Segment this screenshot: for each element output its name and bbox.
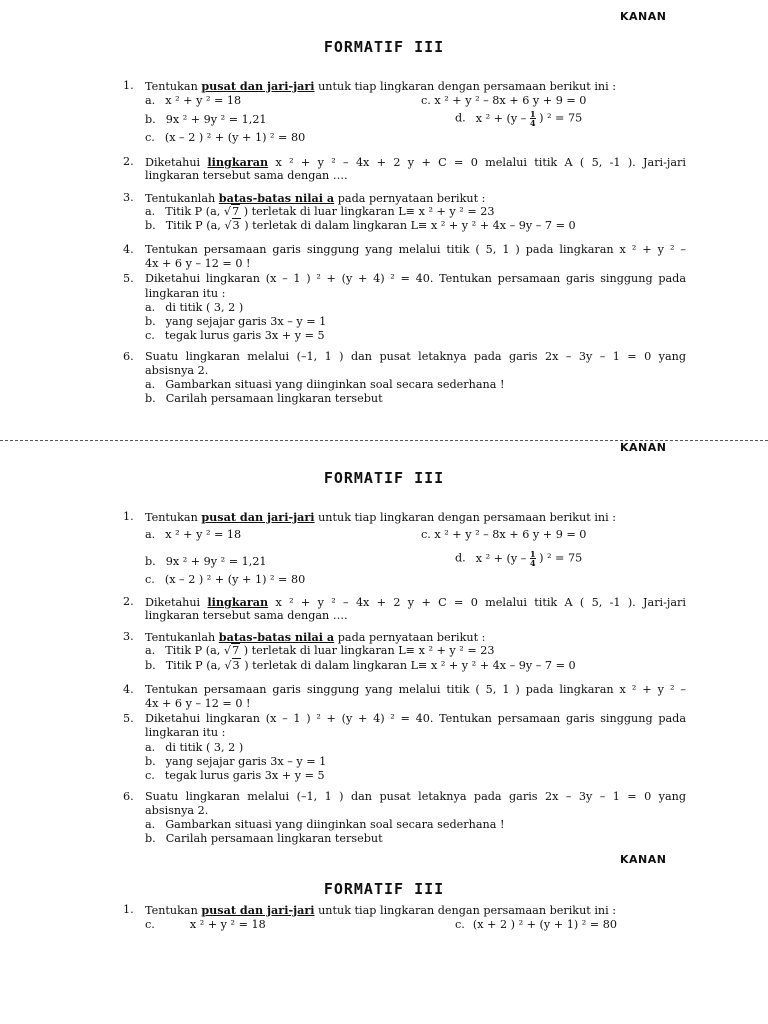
option-text: yang sejajar garis 3x – y = 1 <box>165 755 327 768</box>
option-d <box>455 110 582 127</box>
question-text <box>145 903 616 918</box>
fraction <box>530 110 536 127</box>
radicand: 7 <box>232 644 240 657</box>
option-text: x ² + y ² – 8x + 6 y + 9 = 0 <box>434 528 587 541</box>
option-text: tegak lurus garis 3x + y = 5 <box>164 769 325 782</box>
option-text: ) terletak di luar lingkaran L≡ x ² + y ² = 23 <box>243 205 495 218</box>
option-text: Gambarkan situasi yang diinginkan soal secara sederhana ! <box>165 378 505 391</box>
option-a <box>145 918 266 932</box>
option-text: Titik P (a, <box>165 205 221 218</box>
radicand: 3 <box>232 659 240 672</box>
option-text: 9x ² + 9y ² = 1,21 <box>165 113 267 126</box>
fraction-denominator: 4 <box>529 558 536 568</box>
question-text: Diketahui lingkaran (x – 1 ) ² + (y + 4) ² = 40. Tentukan persamaan garis singgung pada <box>145 272 686 285</box>
option-label: a. <box>145 644 156 657</box>
option-text: x ² + y ² = 18 <box>165 528 242 541</box>
option-d <box>455 550 582 567</box>
option-text: ) terletak di dalam lingkaran L≡ x ² + y ² + 4x – 9y – 7 = 0 <box>244 219 576 232</box>
text: Diketahui <box>145 156 208 169</box>
question-text <box>145 510 616 525</box>
text: Tentukan <box>145 511 202 524</box>
question-text <box>145 155 686 170</box>
option-text: Carilah persamaan lingkaran tersebut <box>165 832 383 845</box>
option-label: c. <box>145 329 155 342</box>
option-c <box>421 94 586 108</box>
option-text: x ² + (y – <box>475 551 527 565</box>
option-text: di titik ( 3, 2 ) <box>165 741 244 754</box>
option-b <box>145 755 326 769</box>
emphasis-text: pusat dan jari-jari <box>201 903 315 917</box>
option-c <box>421 528 586 542</box>
emphasis-text: lingkaran <box>207 595 269 609</box>
question-text: Suatu lingkaran melalui (–1, 1 ) dan pusat letaknya pada garis 2x – 3y – 1 = 0 yang <box>145 790 686 803</box>
kanan-label: KANAN <box>620 441 667 454</box>
option-c <box>145 329 325 343</box>
text: Tentukanlah <box>145 631 219 644</box>
option-label: c. <box>145 769 155 782</box>
option-text: (x – 2 ) ² + (y + 1) ² = 80 <box>164 573 306 586</box>
question-number: 6. <box>123 350 134 363</box>
question-number: 1. <box>123 510 134 523</box>
worksheet-title: FORMATIF III <box>323 880 445 898</box>
option-text: x ² + y ² – 8x + 6 y + 9 = 0 <box>434 94 587 107</box>
question-number: 4. <box>123 243 134 256</box>
question-text: Diketahui lingkaran (x – 1 ) ² + (y + 4) ² = 40. Tentukan persamaan garis singgung pada <box>145 712 686 725</box>
option-label: a. <box>145 528 156 541</box>
option-label: b. <box>145 659 156 672</box>
question-text-line-2: 4x + 6 y – 12 = 0 ! <box>145 257 251 270</box>
option-b <box>145 219 576 233</box>
option-label: b. <box>145 219 156 232</box>
emphasis-text: lingkaran <box>207 155 269 169</box>
option-text: ) ² = 75 <box>539 551 583 565</box>
option-text: ) terletak di luar lingkaran L≡ x ² + y ² = 23 <box>243 644 495 657</box>
question-number: 3. <box>123 191 134 204</box>
option-label: b. <box>145 755 156 768</box>
emphasis-text: batas-batas nilai a <box>218 630 335 644</box>
option-text: x ² + y ² = 18 <box>165 94 242 107</box>
radicand: 3 <box>232 219 240 232</box>
option-b <box>145 659 576 673</box>
square-root: √3 <box>224 659 240 672</box>
option-label: c. <box>421 94 431 107</box>
option-label: d. <box>455 111 466 125</box>
option-text: ) ² = 75 <box>539 111 583 125</box>
option-text: (x + 2 ) ² + (y + 1) ² = 80 <box>472 918 617 931</box>
question-text: Tentukan persamaan garis singgung yang melalui titik ( 5, 1 ) pada lingkaran x ² + y ² – <box>145 683 686 696</box>
option-label: c. <box>455 918 465 931</box>
option-label: b. <box>145 555 156 568</box>
question-text <box>145 595 686 610</box>
text: pada pernyataan berikut : <box>334 631 486 644</box>
option-label: b. <box>145 832 156 845</box>
option-a <box>145 644 495 658</box>
square-root: √3 <box>224 219 240 232</box>
question-number: 1. <box>123 79 134 92</box>
question-number: 5. <box>123 712 134 725</box>
option-text: Titik P (a, <box>165 219 221 232</box>
question-text-line-2: 4x + 6 y – 12 = 0 ! <box>145 697 251 710</box>
question-number: 2. <box>123 595 134 608</box>
text: pada pernyataan berikut : <box>334 192 486 205</box>
question-text-line-2: absisnya 2. <box>145 364 209 377</box>
option-a <box>145 205 495 219</box>
option-text: Titik P (a, <box>165 659 221 672</box>
worksheet-title: FORMATIF III <box>323 469 445 487</box>
square-root: √7 <box>223 644 240 657</box>
question-text <box>145 630 485 645</box>
question-number: 5. <box>123 272 134 285</box>
option-label: b. <box>145 315 156 328</box>
option-label: b. <box>145 113 156 126</box>
question-number: 3. <box>123 630 134 643</box>
option-text: tegak lurus garis 3x + y = 5 <box>164 329 325 342</box>
option-text: (x – 2 ) ² + (y + 1) ² = 80 <box>164 131 306 144</box>
option-a <box>145 301 243 315</box>
square-root: √7 <box>223 205 240 218</box>
emphasis-text: pusat dan jari-jari <box>201 79 315 93</box>
option-text: di titik ( 3, 2 ) <box>165 301 244 314</box>
question-number: 2. <box>123 155 134 168</box>
fraction-denominator: 4 <box>529 118 536 128</box>
worksheet-title: FORMATIF III <box>323 38 445 56</box>
fraction-numerator: 1 <box>529 109 536 119</box>
kanan-label: KANAN <box>620 853 667 866</box>
option-b <box>145 832 383 846</box>
option-e <box>145 573 305 587</box>
text: Diketahui <box>145 596 208 609</box>
option-label: c. <box>421 528 431 541</box>
emphasis-text: batas-batas nilai a <box>218 191 335 205</box>
text: untuk tiap lingkaran dengan persamaan berikut ini : <box>314 511 617 524</box>
option-label: a. <box>145 741 156 754</box>
option-e <box>145 131 305 145</box>
option-b <box>145 555 267 569</box>
text: Tentukan <box>145 904 202 917</box>
text: Tentukan <box>145 80 202 93</box>
option-b <box>145 315 326 329</box>
option-label: a. <box>145 205 156 218</box>
option-a <box>145 528 241 542</box>
text: untuk tiap lingkaran dengan persamaan berikut ini : <box>314 904 617 917</box>
question-text-line-2: lingkaran tersebut sama dengan …. <box>145 169 348 182</box>
option-c <box>455 918 617 932</box>
option-text: Carilah persamaan lingkaran tersebut <box>165 392 383 405</box>
option-text: 9x ² + 9y ² = 1,21 <box>165 555 267 568</box>
question-text: Suatu lingkaran melalui (–1, 1 ) dan pusat letaknya pada garis 2x – 3y – 1 = 0 yang <box>145 350 686 363</box>
text: untuk tiap lingkaran dengan persamaan berikut ini : <box>314 80 617 93</box>
option-label: a. <box>145 818 156 831</box>
option-label: d. <box>455 551 466 565</box>
option-text: Titik P (a, <box>165 644 221 657</box>
option-label: b. <box>145 392 156 405</box>
option-label: c. <box>145 573 155 586</box>
option-label: a. <box>145 378 156 391</box>
question-text <box>145 79 616 94</box>
radicand: 7 <box>232 205 240 218</box>
option-b <box>145 113 267 127</box>
question-text <box>145 191 485 206</box>
question-text-line-2: lingkaran itu : <box>145 287 226 300</box>
option-label: a. <box>145 94 156 107</box>
question-text-line-2: lingkaran tersebut sama dengan …. <box>145 609 348 622</box>
option-text: ) terletak di dalam lingkaran L≡ x ² + y ² + 4x – 9y – 7 = 0 <box>244 659 576 672</box>
option-label: c. <box>145 918 155 931</box>
text: x ² + y ² – 4x + 2 y + C = 0 melalui titik A ( 5, -1 ). Jari-jari <box>268 596 686 609</box>
option-a <box>145 741 243 755</box>
question-text-line-2: absisnya 2. <box>145 804 209 817</box>
question-number: 1. <box>123 903 134 916</box>
fraction-numerator: 1 <box>529 549 536 559</box>
option-text: yang sejajar garis 3x – y = 1 <box>165 315 327 328</box>
option-text: x ² + (y – <box>475 111 527 125</box>
question-text-line-2: lingkaran itu : <box>145 726 226 739</box>
emphasis-text: pusat dan jari-jari <box>201 510 315 524</box>
option-b <box>145 392 383 406</box>
option-label: c. <box>145 131 155 144</box>
option-text: x ² + y ² = 18 <box>189 918 266 931</box>
question-number: 4. <box>123 683 134 696</box>
text: x ² + y ² – 4x + 2 y + C = 0 melalui titik A ( 5, -1 ). Jari-jari <box>268 156 686 169</box>
fraction <box>530 550 536 567</box>
option-text: Gambarkan situasi yang diinginkan soal secara sederhana ! <box>165 818 505 831</box>
text: Tentukanlah <box>145 192 219 205</box>
option-label: a. <box>145 301 156 314</box>
option-a <box>145 94 241 108</box>
option-c <box>145 769 325 783</box>
option-a <box>145 818 504 832</box>
option-a <box>145 378 504 392</box>
question-text: Tentukan persamaan garis singgung yang melalui titik ( 5, 1 ) pada lingkaran x ² + y ² – <box>145 243 686 256</box>
kanan-label: KANAN <box>620 10 667 23</box>
question-number: 6. <box>123 790 134 803</box>
